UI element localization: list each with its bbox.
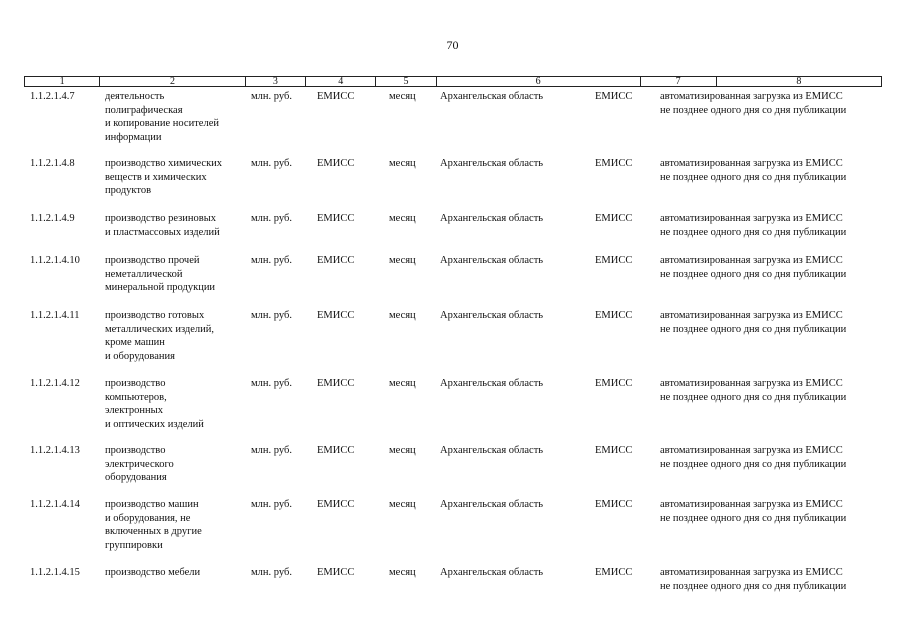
row-source: ЕМИСС: [317, 378, 355, 389]
page-number: 70: [446, 38, 459, 52]
row-unit: млн. руб.: [251, 213, 292, 224]
row-region: Архангельская область: [440, 91, 544, 102]
row-method: автоматизированная загрузка из ЕМИСС не позднее одного дня со дня публикации: [660, 310, 847, 335]
row-name: производство химических веществ и химических продуктов: [105, 158, 223, 196]
row-method: автоматизированная загрузка из ЕМИСС не позднее одного дня со дня публикации: [660, 378, 847, 403]
row-name: деятельность полиграфическая и копирование носителей информации: [105, 91, 219, 143]
row-period: месяц: [389, 499, 416, 510]
row-period: месяц: [389, 310, 416, 321]
row-region: Архангельская область: [440, 255, 544, 266]
row-code: 1.1.2.1.4.12: [30, 378, 80, 389]
row-code: 1.1.2.1.4.7: [30, 91, 75, 102]
row-name: производство компьютеров, электронных и оптических изделий: [105, 378, 204, 430]
row-system: ЕМИСС: [595, 567, 633, 578]
row-code: 1.1.2.1.4.11: [30, 310, 80, 321]
row-name: производство машин и оборудования, не включенных в другие группировки: [105, 499, 202, 551]
row-system: ЕМИСС: [595, 445, 633, 456]
row-system: ЕМИСС: [595, 158, 633, 169]
header-col-8: 8: [716, 77, 881, 86]
row-method: автоматизированная загрузка из ЕМИСС не позднее одного дня со дня публикации: [660, 91, 847, 116]
row-code: 1.1.2.1.4.9: [30, 213, 75, 224]
row-system: ЕМИСС: [595, 310, 633, 321]
table-header: [24, 76, 882, 87]
row-period: месяц: [389, 213, 416, 224]
row-system: ЕМИСС: [595, 378, 633, 389]
row-system: ЕМИСС: [595, 91, 633, 102]
row-region: Архангельская область: [440, 445, 544, 456]
row-unit: млн. руб.: [251, 499, 292, 510]
row-source: ЕМИСС: [317, 499, 355, 510]
header-col-7: 7: [640, 77, 716, 86]
row-source: ЕМИСС: [317, 567, 355, 578]
row-source: ЕМИСС: [317, 91, 355, 102]
row-code: 1.1.2.1.4.13: [30, 445, 80, 456]
row-source: ЕМИСС: [317, 213, 355, 224]
row-source: ЕМИСС: [317, 255, 355, 266]
header-col-1: 1: [59, 76, 65, 87]
header-col-5: 5: [375, 77, 435, 86]
row-period: месяц: [389, 567, 416, 578]
row-name: производство мебели: [105, 567, 201, 578]
row-name: производство электрического оборудования: [105, 445, 174, 483]
row-region: Архангельская область: [440, 310, 544, 321]
row-system: ЕМИСС: [595, 213, 633, 224]
header-col-6: 6: [436, 77, 640, 86]
row-name: производство готовых металлических изделий, кроме машин и оборудования: [105, 310, 215, 362]
row-source: ЕМИСС: [317, 310, 355, 321]
row-code: 1.1.2.1.4.15: [30, 567, 80, 578]
row-method: автоматизированная загрузка из ЕМИСС не позднее одного дня со дня публикации: [660, 445, 847, 470]
row-unit: млн. руб.: [251, 567, 292, 578]
row-region: Архангельская область: [440, 499, 544, 510]
row-unit: млн. руб.: [251, 378, 292, 389]
row-unit: млн. руб.: [251, 158, 292, 169]
row-code: 1.1.2.1.4.14: [30, 499, 80, 510]
row-method: автоматизированная загрузка из ЕМИСС не позднее одного дня со дня публикации: [660, 213, 847, 238]
row-period: месяц: [389, 158, 416, 169]
row-code: 1.1.2.1.4.10: [30, 255, 80, 266]
row-region: Архангельская область: [440, 567, 544, 578]
row-period: месяц: [389, 378, 416, 389]
row-name: производство прочей неметаллической минеральной продукции: [105, 255, 216, 293]
row-system: ЕМИСС: [595, 499, 633, 510]
header-col-3: 3: [245, 77, 305, 86]
row-method: автоматизированная загрузка из ЕМИСС не позднее одного дня со дня публикации: [660, 499, 847, 524]
row-period: месяц: [389, 255, 416, 266]
row-unit: млн. руб.: [251, 310, 292, 321]
row-method: автоматизированная загрузка из ЕМИСС не позднее одного дня со дня публикации: [660, 255, 847, 280]
row-unit: млн. руб.: [251, 91, 292, 102]
row-region: Архангельская область: [440, 378, 544, 389]
row-source: ЕМИСС: [317, 158, 355, 169]
row-period: месяц: [389, 445, 416, 456]
row-method: автоматизированная загрузка из ЕМИСС не позднее одного дня со дня публикации: [660, 158, 847, 183]
row-period: месяц: [389, 91, 416, 102]
row-name: производство резиновых и пластмассовых изделий: [105, 213, 220, 238]
row-source: ЕМИСС: [317, 445, 355, 456]
row-region: Архангельская область: [440, 213, 544, 224]
header-col-4: 4: [305, 77, 375, 86]
row-code: 1.1.2.1.4.8: [30, 158, 75, 169]
row-unit: млн. руб.: [251, 255, 292, 266]
header-col-2: 2: [99, 77, 244, 86]
row-method: автоматизированная загрузка из ЕМИСС не позднее одного дня со дня публикации: [660, 567, 847, 592]
row-region: Архангельская область: [440, 158, 544, 169]
row-unit: млн. руб.: [251, 445, 292, 456]
row-system: ЕМИСС: [595, 255, 633, 266]
